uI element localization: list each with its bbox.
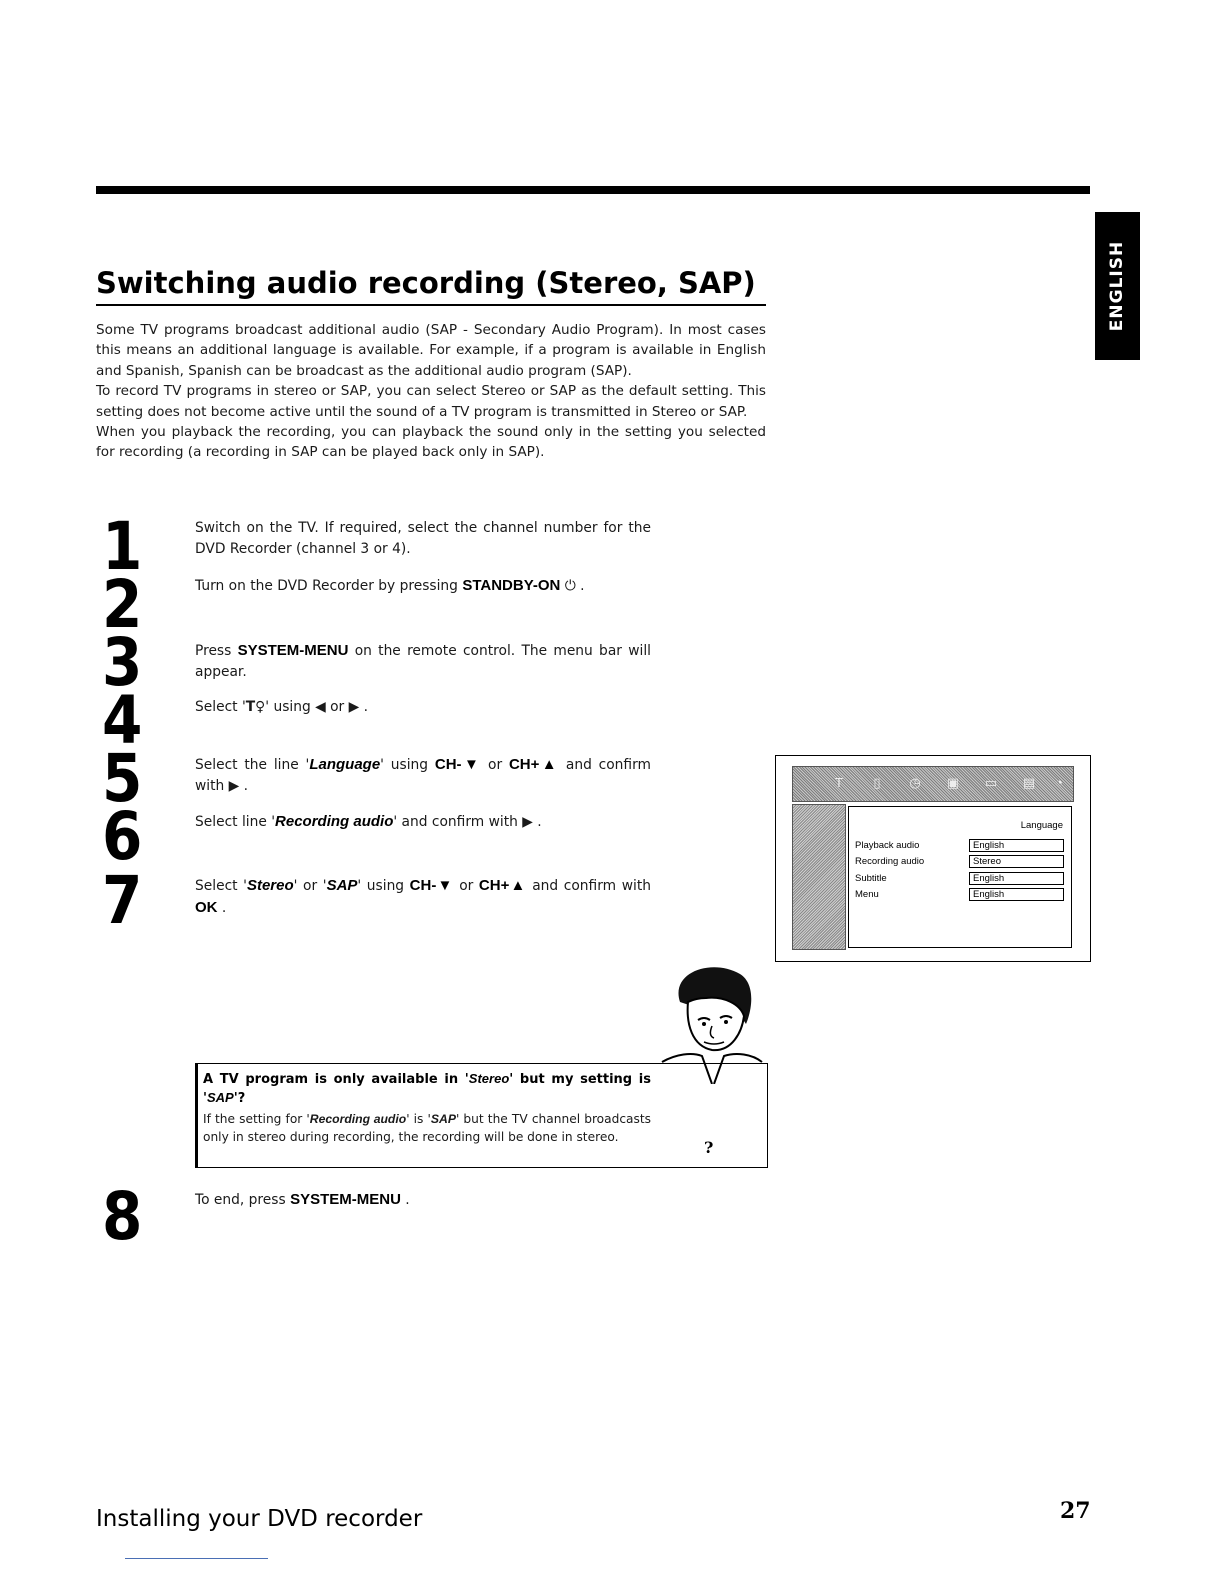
- menu-icon: ▣: [946, 775, 960, 790]
- menu-sidebar: [792, 804, 846, 950]
- standby-key: STANDBY-ON: [462, 577, 561, 594]
- step-number: 7: [102, 862, 143, 939]
- intro-text: [96, 320, 766, 463]
- top-rule: [96, 186, 1090, 194]
- step-2-text: Turn on the DVD Recorder by pressing STANDBY-ON ⏻ .: [195, 577, 585, 594]
- system-menu-key: SYSTEM-MENU: [290, 1191, 401, 1208]
- step-number: 3: [102, 624, 143, 701]
- channel-up-key: CH+▲: [508, 756, 560, 773]
- menu-item-name: Language: [309, 756, 381, 773]
- menu-icon: ▤: [1022, 775, 1036, 790]
- footer-section-title: Installing your DVD recorder: [96, 1506, 423, 1532]
- step-1-text: Switch on the TV. If required, select the channel number for the DVD Recorder (channel 3 or 4).: [195, 520, 651, 557]
- step-6-text: Select line 'Recording audio' and confirm with ▶ .: [195, 813, 542, 830]
- step-number: 4: [102, 682, 143, 759]
- power-icon: ⏻ .: [564, 578, 585, 594]
- row-label: Subtitle: [855, 873, 887, 884]
- channel-up-key: CH+▲: [478, 877, 527, 894]
- menu-icon: ▯: [873, 775, 881, 790]
- channel-down-key: CH-▼: [409, 877, 454, 894]
- menu-icon: ▭: [984, 775, 998, 790]
- row-value: English: [969, 872, 1064, 885]
- step-number: 8: [102, 1178, 143, 1255]
- intro-paragraph: When you playback the recording, you can playback the sound only in the setting you selected for recording (a recording in SAP can be played back only in SAP).: [96, 424, 766, 461]
- intro-paragraph: To record TV programs in stereo or SAP, you can select Stereo or SAP as the default setting. This setting does not become active until the sound of a TV program is transmitted in Stereo or SAP.: [96, 383, 766, 420]
- row-value: English: [969, 888, 1064, 901]
- step-5-text: Select the line 'Language' using CH-▼ or CH+▲ and confirm with ▶ .: [195, 756, 651, 794]
- row-value: English: [969, 839, 1064, 852]
- row-label: Menu: [855, 889, 879, 900]
- tip-answer: If the setting for 'Recording audio' is 'SAP' but the TV channel broadcasts only in stereo during recording, the recording will be done in stereo.: [203, 1112, 651, 1145]
- system-menu-key: SYSTEM-MENU: [237, 642, 349, 659]
- option-name: SAP: [326, 877, 358, 894]
- step-number: 2: [102, 566, 143, 643]
- menu-icon: ◔: [1055, 775, 1063, 790]
- page-title: Switching audio recording (Stereo, SAP): [96, 264, 766, 306]
- step-4-text: Select 'T♀' using ◀ or ▶ .: [195, 699, 368, 715]
- question-mark-icon: ?: [704, 1138, 714, 1157]
- settings-symbol-icon: T♀: [245, 699, 266, 715]
- menu-row: [855, 855, 1061, 869]
- row-label: Playback audio: [855, 840, 920, 851]
- menu-item-name: Recording audio: [275, 813, 394, 830]
- page-number: 27: [1060, 1498, 1091, 1524]
- menu-row: [855, 872, 1061, 886]
- tip-question: A TV program is only available in 'Stereo' but my setting is 'SAP'?: [203, 1071, 651, 1106]
- panel-header: Language: [1020, 820, 1063, 831]
- option-name: Stereo: [246, 877, 294, 894]
- step-3-text: Press SYSTEM-MENU on the remote control. The menu bar will appear.: [195, 642, 651, 680]
- menu-row: [855, 888, 1061, 902]
- step-7-text: Select 'Stereo' or 'SAP' using CH-▼ or CH+▲ and confirm with OK .: [195, 877, 651, 916]
- step-number: 1: [102, 508, 143, 585]
- language-panel: [848, 806, 1072, 948]
- footer-rule: [125, 1558, 268, 1559]
- menu-bar: [792, 766, 1074, 802]
- channel-down-key: CH-▼: [434, 756, 482, 773]
- row-value: Stereo: [969, 855, 1064, 868]
- step-number: 6: [102, 798, 143, 875]
- row-label: Recording audio: [855, 856, 925, 867]
- menu-icon: ◷: [909, 775, 921, 790]
- step-8-text: To end, press SYSTEM-MENU .: [195, 1191, 410, 1208]
- language-tab-label: ENGLISH: [1107, 240, 1128, 332]
- language-tab: [1095, 212, 1140, 360]
- settings-icon: T: [835, 775, 843, 790]
- menu-row: [855, 839, 1061, 853]
- tip-box: [195, 1063, 768, 1168]
- step-number: 5: [102, 740, 143, 817]
- intro-paragraph: Some TV programs broadcast additional audio (SAP - Secondary Audio Program). In most cases this means an additional language is available. For example, if a program is available in English and Spanish, Spanish can be broadcast as the additional audio program (SAP).: [96, 322, 766, 379]
- ok-key: OK: [195, 899, 218, 916]
- menu-screenshot: [775, 755, 1091, 962]
